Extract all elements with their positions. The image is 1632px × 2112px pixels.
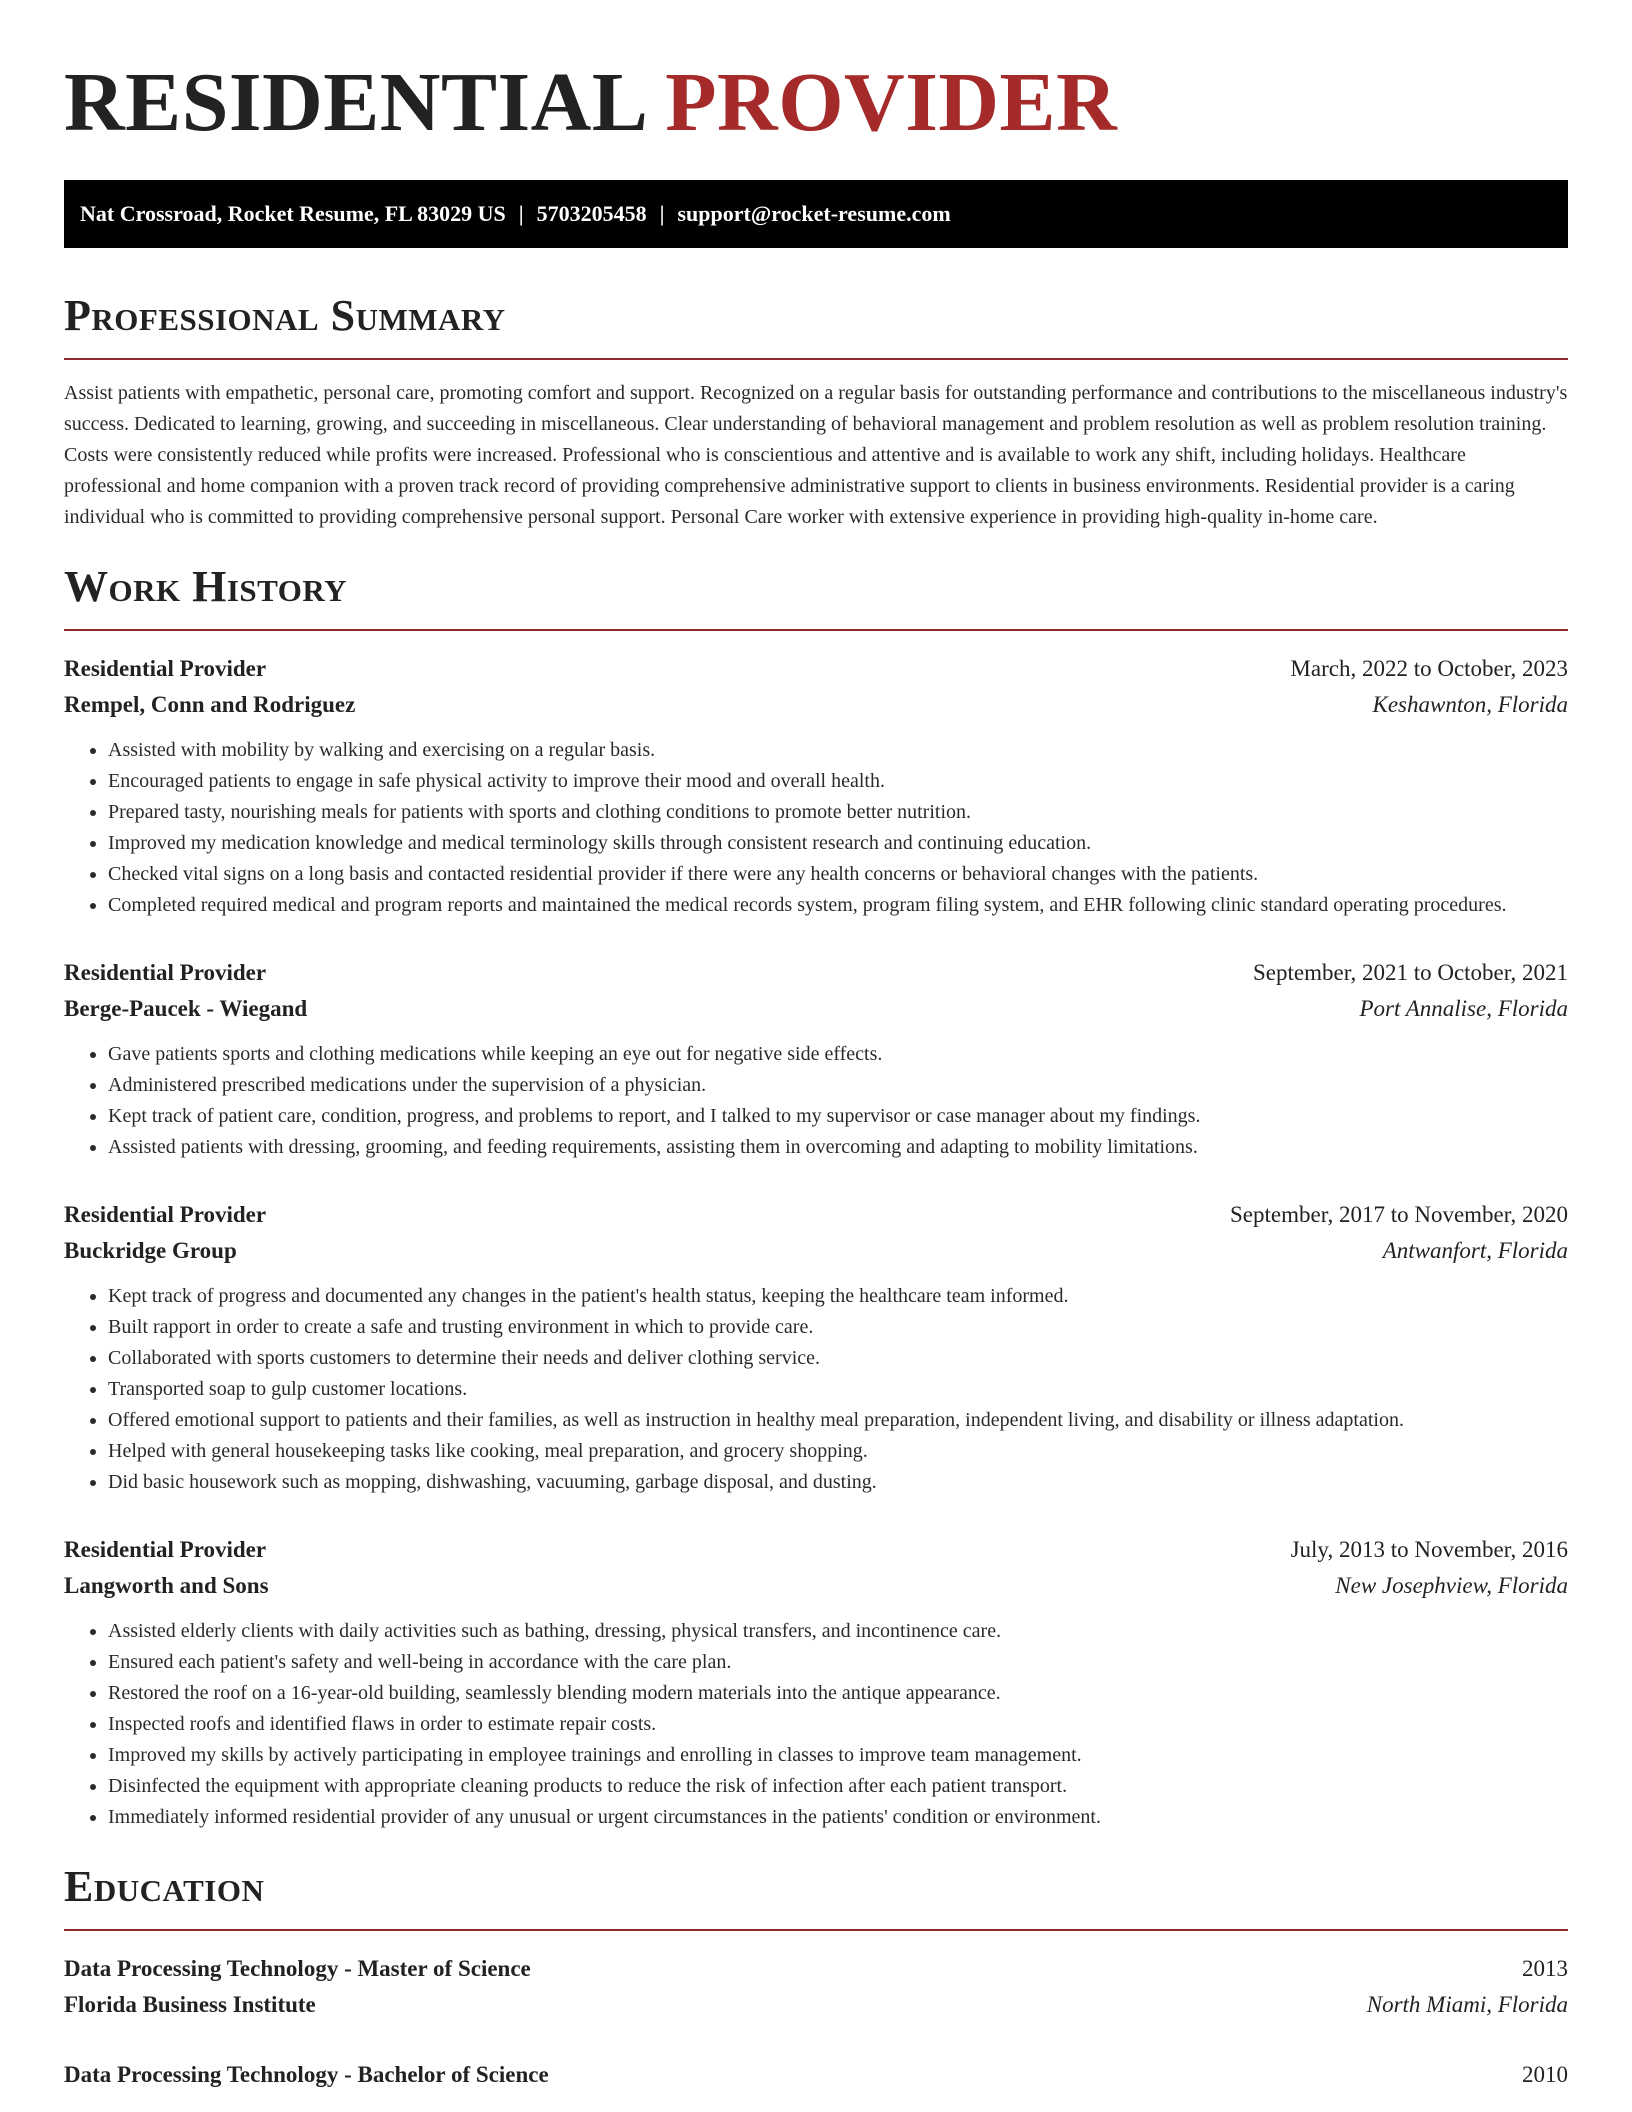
job-bullet: • Ensured each patient's safety and well-being in accordance with the care plan. bbox=[108, 1647, 1568, 1678]
job-header-row bbox=[64, 1197, 1568, 1233]
job-bullet-list bbox=[64, 1616, 1568, 1833]
job-company: Buckridge Group bbox=[64, 1238, 237, 1263]
job-company: Langworth and Sons bbox=[64, 1573, 269, 1598]
job-bullet: • Checked vital signs on a long basis and contacted residential provider if there were any health concerns or behavioral changes with the patients. bbox=[108, 859, 1568, 890]
job-bullet: • Assisted elderly clients with daily activities such as bathing, dressing, physical transfers, and incontinence care. bbox=[108, 1616, 1568, 1647]
summary-divider bbox=[64, 358, 1568, 360]
job-bullet: • Improved my medication knowledge and medical terminology skills through consistent research and continuing education. bbox=[108, 828, 1568, 859]
job-bullet: • Kept track of patient care, condition, progress, and problems to report, and I talked to my supervisor or case manager about my findings. bbox=[108, 1101, 1568, 1132]
job-entry bbox=[64, 1532, 1568, 1833]
job-entry bbox=[64, 1197, 1568, 1498]
job-header-row bbox=[64, 955, 1568, 991]
job-bullet: • Completed required medical and program reports and maintained the medical records system, program filing system, and EHR following clinic standard operating procedures. bbox=[108, 890, 1568, 921]
job-bullet-list bbox=[64, 1039, 1568, 1163]
job-bullet: • Inspected roofs and identified flaws in order to estimate repair costs. bbox=[108, 1709, 1568, 1740]
job-bullet: • Administered prescribed medications under the supervision of a physician. bbox=[108, 1070, 1568, 1101]
job-company-row bbox=[64, 687, 1568, 723]
job-company: Rempel, Conn and Rodriguez bbox=[64, 692, 356, 717]
job-bullet-list bbox=[64, 735, 1568, 921]
resume-content bbox=[64, 0, 1568, 2093]
job-dates: March, 2022 to October, 2023 bbox=[1290, 656, 1568, 681]
job-dates: September, 2021 to October, 2021 bbox=[1253, 960, 1568, 985]
job-bullet: • Built rapport in order to create a safe and trusting environment in which to provide care. bbox=[108, 1312, 1568, 1343]
job-entry bbox=[64, 955, 1568, 1163]
job-location: Port Annalise, Florida bbox=[1359, 996, 1568, 1021]
job-bullet: • Transported soap to gulp customer locations. bbox=[108, 1374, 1568, 1405]
work-history-list bbox=[64, 651, 1568, 1833]
education-divider bbox=[64, 1929, 1568, 1931]
education-year: 2013 bbox=[1522, 1956, 1568, 1981]
job-bullet: • Assisted patients with dressing, grooming, and feeding requirements, assisting them in overcoming and adapting to mobility limitations. bbox=[108, 1132, 1568, 1163]
work-history-heading: Work History bbox=[64, 562, 348, 611]
job-header-row bbox=[64, 1532, 1568, 1568]
job-bullet: • Kept track of progress and documented any changes in the patient's health status, keeping the healthcare team informed. bbox=[108, 1281, 1568, 1312]
job-location: Antwanfort, Florida bbox=[1382, 1238, 1568, 1263]
contact-bar bbox=[64, 180, 1568, 248]
education-entry bbox=[64, 1951, 1568, 2023]
job-dates: July, 2013 to November, 2016 bbox=[1290, 1537, 1568, 1562]
job-company: Berge-Paucek - Wiegand bbox=[64, 996, 308, 1021]
job-title: Residential Provider bbox=[64, 656, 267, 681]
education-year: 2010 bbox=[1522, 2062, 1568, 2087]
job-bullet-list bbox=[64, 1281, 1568, 1498]
education-school: Florida Business Institute bbox=[64, 1992, 316, 2017]
job-company-row bbox=[64, 1568, 1568, 1604]
last-name: PROVIDER bbox=[665, 56, 1118, 149]
education-degree-row bbox=[64, 2057, 1568, 2093]
job-bullet: • Collaborated with sports customers to determine their needs and deliver clothing service. bbox=[108, 1343, 1568, 1374]
job-bullet: • Immediately informed residential provider of any unusual or urgent circumstances in the patients' condition or environment. bbox=[108, 1802, 1568, 1833]
job-bullet: • Offered emotional support to patients and their families, as well as instruction in healthy meal preparation, independent living, and disability or illness adaptation. bbox=[108, 1405, 1568, 1436]
job-bullet: • Improved my skills by actively participating in employee trainings and enrolling in classes to improve team management. bbox=[108, 1740, 1568, 1771]
job-title: Residential Provider bbox=[64, 1537, 267, 1562]
job-bullet: • Assisted with mobility by walking and exercising on a regular basis. bbox=[108, 735, 1568, 766]
education-school-row bbox=[64, 1987, 1568, 2023]
education-degree-row bbox=[64, 1951, 1568, 1987]
job-bullet: • Disinfected the equipment with appropriate cleaning products to reduce the risk of infection after each patient transport. bbox=[108, 1771, 1568, 1802]
education-heading: Education bbox=[64, 1862, 265, 1911]
education-degree: Data Processing Technology - Bachelor of Science bbox=[64, 2062, 549, 2087]
job-bullet: • Encouraged patients to engage in safe physical activity to improve their mood and overall health. bbox=[108, 766, 1568, 797]
job-company-row bbox=[64, 1233, 1568, 1269]
contact-separator: | bbox=[518, 201, 524, 226]
education-list bbox=[64, 1951, 1568, 2093]
job-title: Residential Provider bbox=[64, 1202, 267, 1227]
job-bullet: • Helped with general housekeeping tasks like cooking, meal preparation, and grocery shopping. bbox=[108, 1436, 1568, 1467]
job-company-row bbox=[64, 991, 1568, 1027]
job-entry bbox=[64, 651, 1568, 921]
work-history-divider bbox=[64, 629, 1568, 631]
summary-heading: Professional Summary bbox=[64, 291, 506, 340]
job-location: New Josephview, Florida bbox=[1335, 1573, 1568, 1598]
job-bullet: • Restored the roof on a 16-year-old building, seamlessly blending modern materials into the antique appearance. bbox=[108, 1678, 1568, 1709]
contact-separator: | bbox=[659, 201, 665, 226]
education-degree: Data Processing Technology - Master of Science bbox=[64, 1956, 531, 1981]
education-location: North Miami, Florida bbox=[1366, 1992, 1568, 2017]
contact-phone: 5703205458 bbox=[536, 201, 647, 226]
summary-text: Assist patients with empathetic, personal care, promoting comfort and support. Recognized on a regular basis for outstanding performance and contributions to the miscellaneous industry's success. Dedicated to learning, growing, and succeeding in miscellaneous. Clear understanding of behavioral management and problem resolution as well as problem resolution training. Costs were consistently reduced while profits were increased. Professional who is conscientious and attentive and is available to work any shift, including holidays. Healthcare professional and home companion with a proven track record of providing comprehensive administrative support to clients in business environments. Residential provider is a caring individual who is committed to providing comprehensive personal support. Personal Care worker with extensive experience in providing high-quality in-home care. bbox=[64, 382, 1568, 528]
job-bullet: • Prepared tasty, nourishing meals for patients with sports and clothing conditions to promote better nutrition. bbox=[108, 797, 1568, 828]
first-name: RESIDENTIAL bbox=[64, 56, 644, 149]
job-dates: September, 2017 to November, 2020 bbox=[1230, 1202, 1568, 1227]
job-bullet: • Gave patients sports and clothing medications while keeping an eye out for negative side effects. bbox=[108, 1039, 1568, 1070]
job-title: Residential Provider bbox=[64, 960, 267, 985]
job-bullet: • Did basic housework such as mopping, dishwashing, vacuuming, garbage disposal, and dusting. bbox=[108, 1467, 1568, 1498]
job-location: Keshawnton, Florida bbox=[1372, 692, 1568, 717]
contact-email: support@rocket-resume.com bbox=[677, 201, 951, 226]
education-entry bbox=[64, 2057, 1568, 2093]
contact-address: Nat Crossroad, Rocket Resume, FL 83029 US bbox=[80, 201, 506, 226]
job-header-row bbox=[64, 651, 1568, 687]
resume-name bbox=[64, 0, 1568, 156]
